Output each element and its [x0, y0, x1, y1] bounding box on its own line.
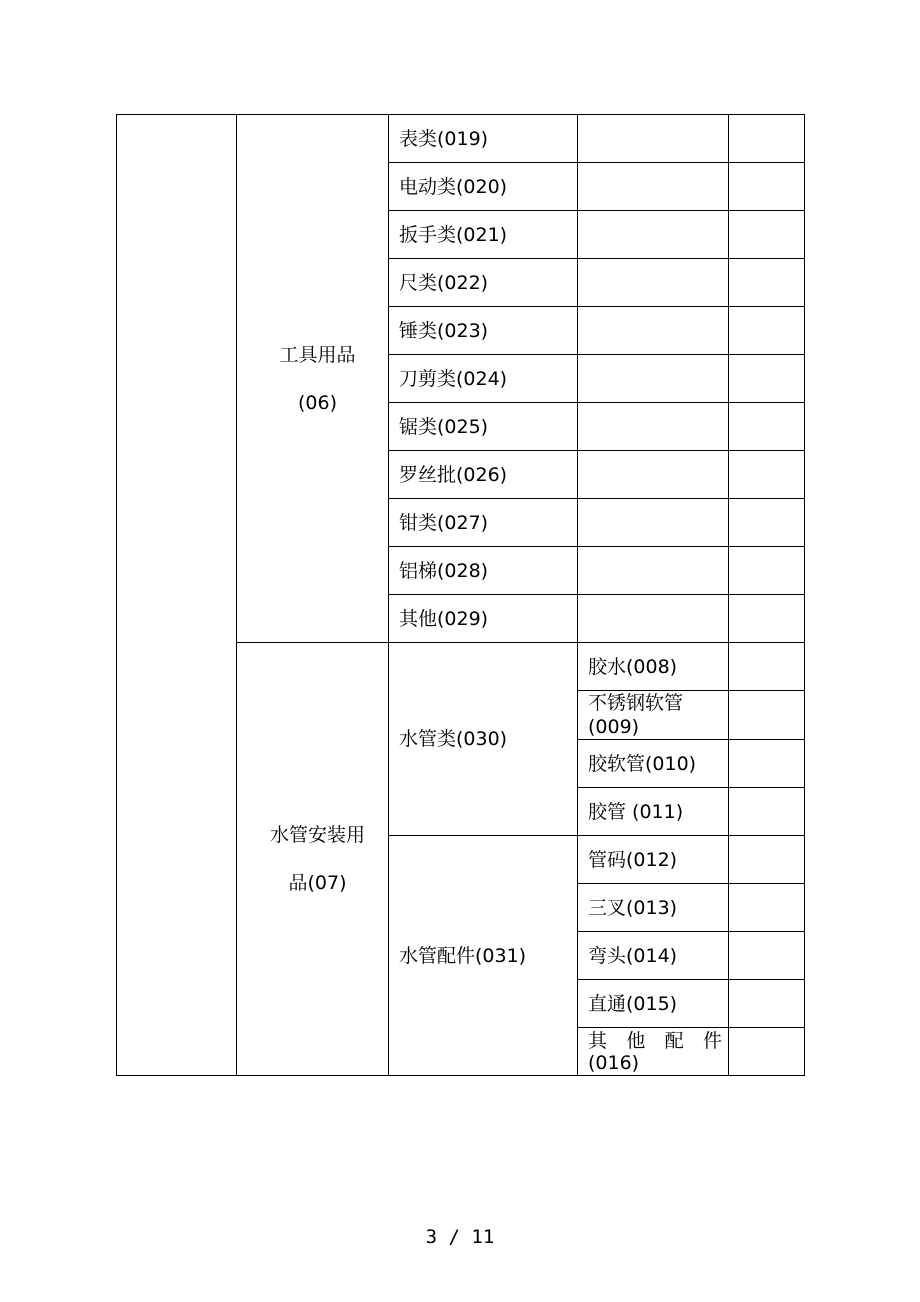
- blank-cell: [729, 595, 805, 643]
- group-cell-tools: [237, 115, 389, 643]
- blank-cell: [578, 451, 729, 499]
- item-cell: [578, 691, 729, 740]
- tool-cell: 表类(019): [389, 115, 578, 163]
- blank-cell: [729, 788, 805, 836]
- item-code: (009): [588, 716, 640, 738]
- blank-cell: [729, 499, 805, 547]
- group-name: 水管安装用: [269, 824, 365, 846]
- blank-cell: [729, 163, 805, 211]
- blank-cell: [578, 307, 729, 355]
- category-table: [116, 114, 805, 1076]
- blank-cell: [729, 643, 805, 691]
- blank-cell: [729, 740, 805, 788]
- tool-cell: 钳类(027): [389, 499, 578, 547]
- blank-cell: [729, 451, 805, 499]
- blank-cell: [729, 403, 805, 451]
- blank-cell: [729, 355, 805, 403]
- item-name: 其 他 配 件: [588, 1029, 722, 1052]
- blank-cell: [729, 1028, 805, 1076]
- tool-cell: 铝梯(028): [389, 547, 578, 595]
- blank-cell: [578, 595, 729, 643]
- item-cell: 胶管 (011): [578, 788, 729, 836]
- item-cell: 胶水(008): [578, 643, 729, 691]
- item-cell: 弯头(014): [578, 932, 729, 980]
- tool-cell: 刀剪类(024): [389, 355, 578, 403]
- tool-cell: 电动类(020): [389, 163, 578, 211]
- group-code: (06): [297, 391, 337, 414]
- blank-cell: [729, 259, 805, 307]
- blank-cell: [729, 211, 805, 259]
- tool-cell: 锤类(023): [389, 307, 578, 355]
- subgroup-cell-fittings: 水管配件(031): [389, 836, 578, 1076]
- group-name: 工具用品: [279, 343, 356, 366]
- blank-cell: [729, 836, 805, 884]
- item-code: (016): [588, 1051, 640, 1074]
- item-name: 不锈钢软管: [588, 692, 684, 714]
- blank-cell: [578, 163, 729, 211]
- group-cell-pipe-install: [237, 643, 389, 1076]
- tool-cell: 尺类(022): [389, 259, 578, 307]
- blank-cell: [578, 355, 729, 403]
- blank-cell: [729, 547, 805, 595]
- blank-cell: [578, 499, 729, 547]
- blank-cell: [729, 932, 805, 980]
- blank-cell: [578, 403, 729, 451]
- blank-cell: [729, 980, 805, 1028]
- page-number: 3 / 11: [425, 1226, 495, 1248]
- tool-cell: 锯类(025): [389, 403, 578, 451]
- item-cell: [578, 1028, 729, 1076]
- blank-cell: [729, 884, 805, 932]
- item-cell: 管码(012): [578, 836, 729, 884]
- blank-cell: [578, 115, 729, 163]
- blank-cell: [578, 259, 729, 307]
- blank-cell: [117, 115, 237, 1076]
- category-table-container: [116, 114, 805, 1076]
- blank-cell: [578, 547, 729, 595]
- item-cell: 三叉(013): [578, 884, 729, 932]
- blank-cell: [578, 211, 729, 259]
- blank-cell: [729, 115, 805, 163]
- tool-cell: 罗丝批(026): [389, 451, 578, 499]
- tool-cell: 扳手类(021): [389, 211, 578, 259]
- item-cell: 直通(015): [578, 980, 729, 1028]
- tool-cell: 其他(029): [389, 595, 578, 643]
- blank-cell: [729, 691, 805, 740]
- group-name-cont: 品(07): [288, 872, 347, 894]
- item-cell: 胶软管(010): [578, 740, 729, 788]
- blank-cell: [729, 307, 805, 355]
- subgroup-cell-pipe: 水管类(030): [389, 643, 578, 836]
- table-row: [117, 115, 805, 163]
